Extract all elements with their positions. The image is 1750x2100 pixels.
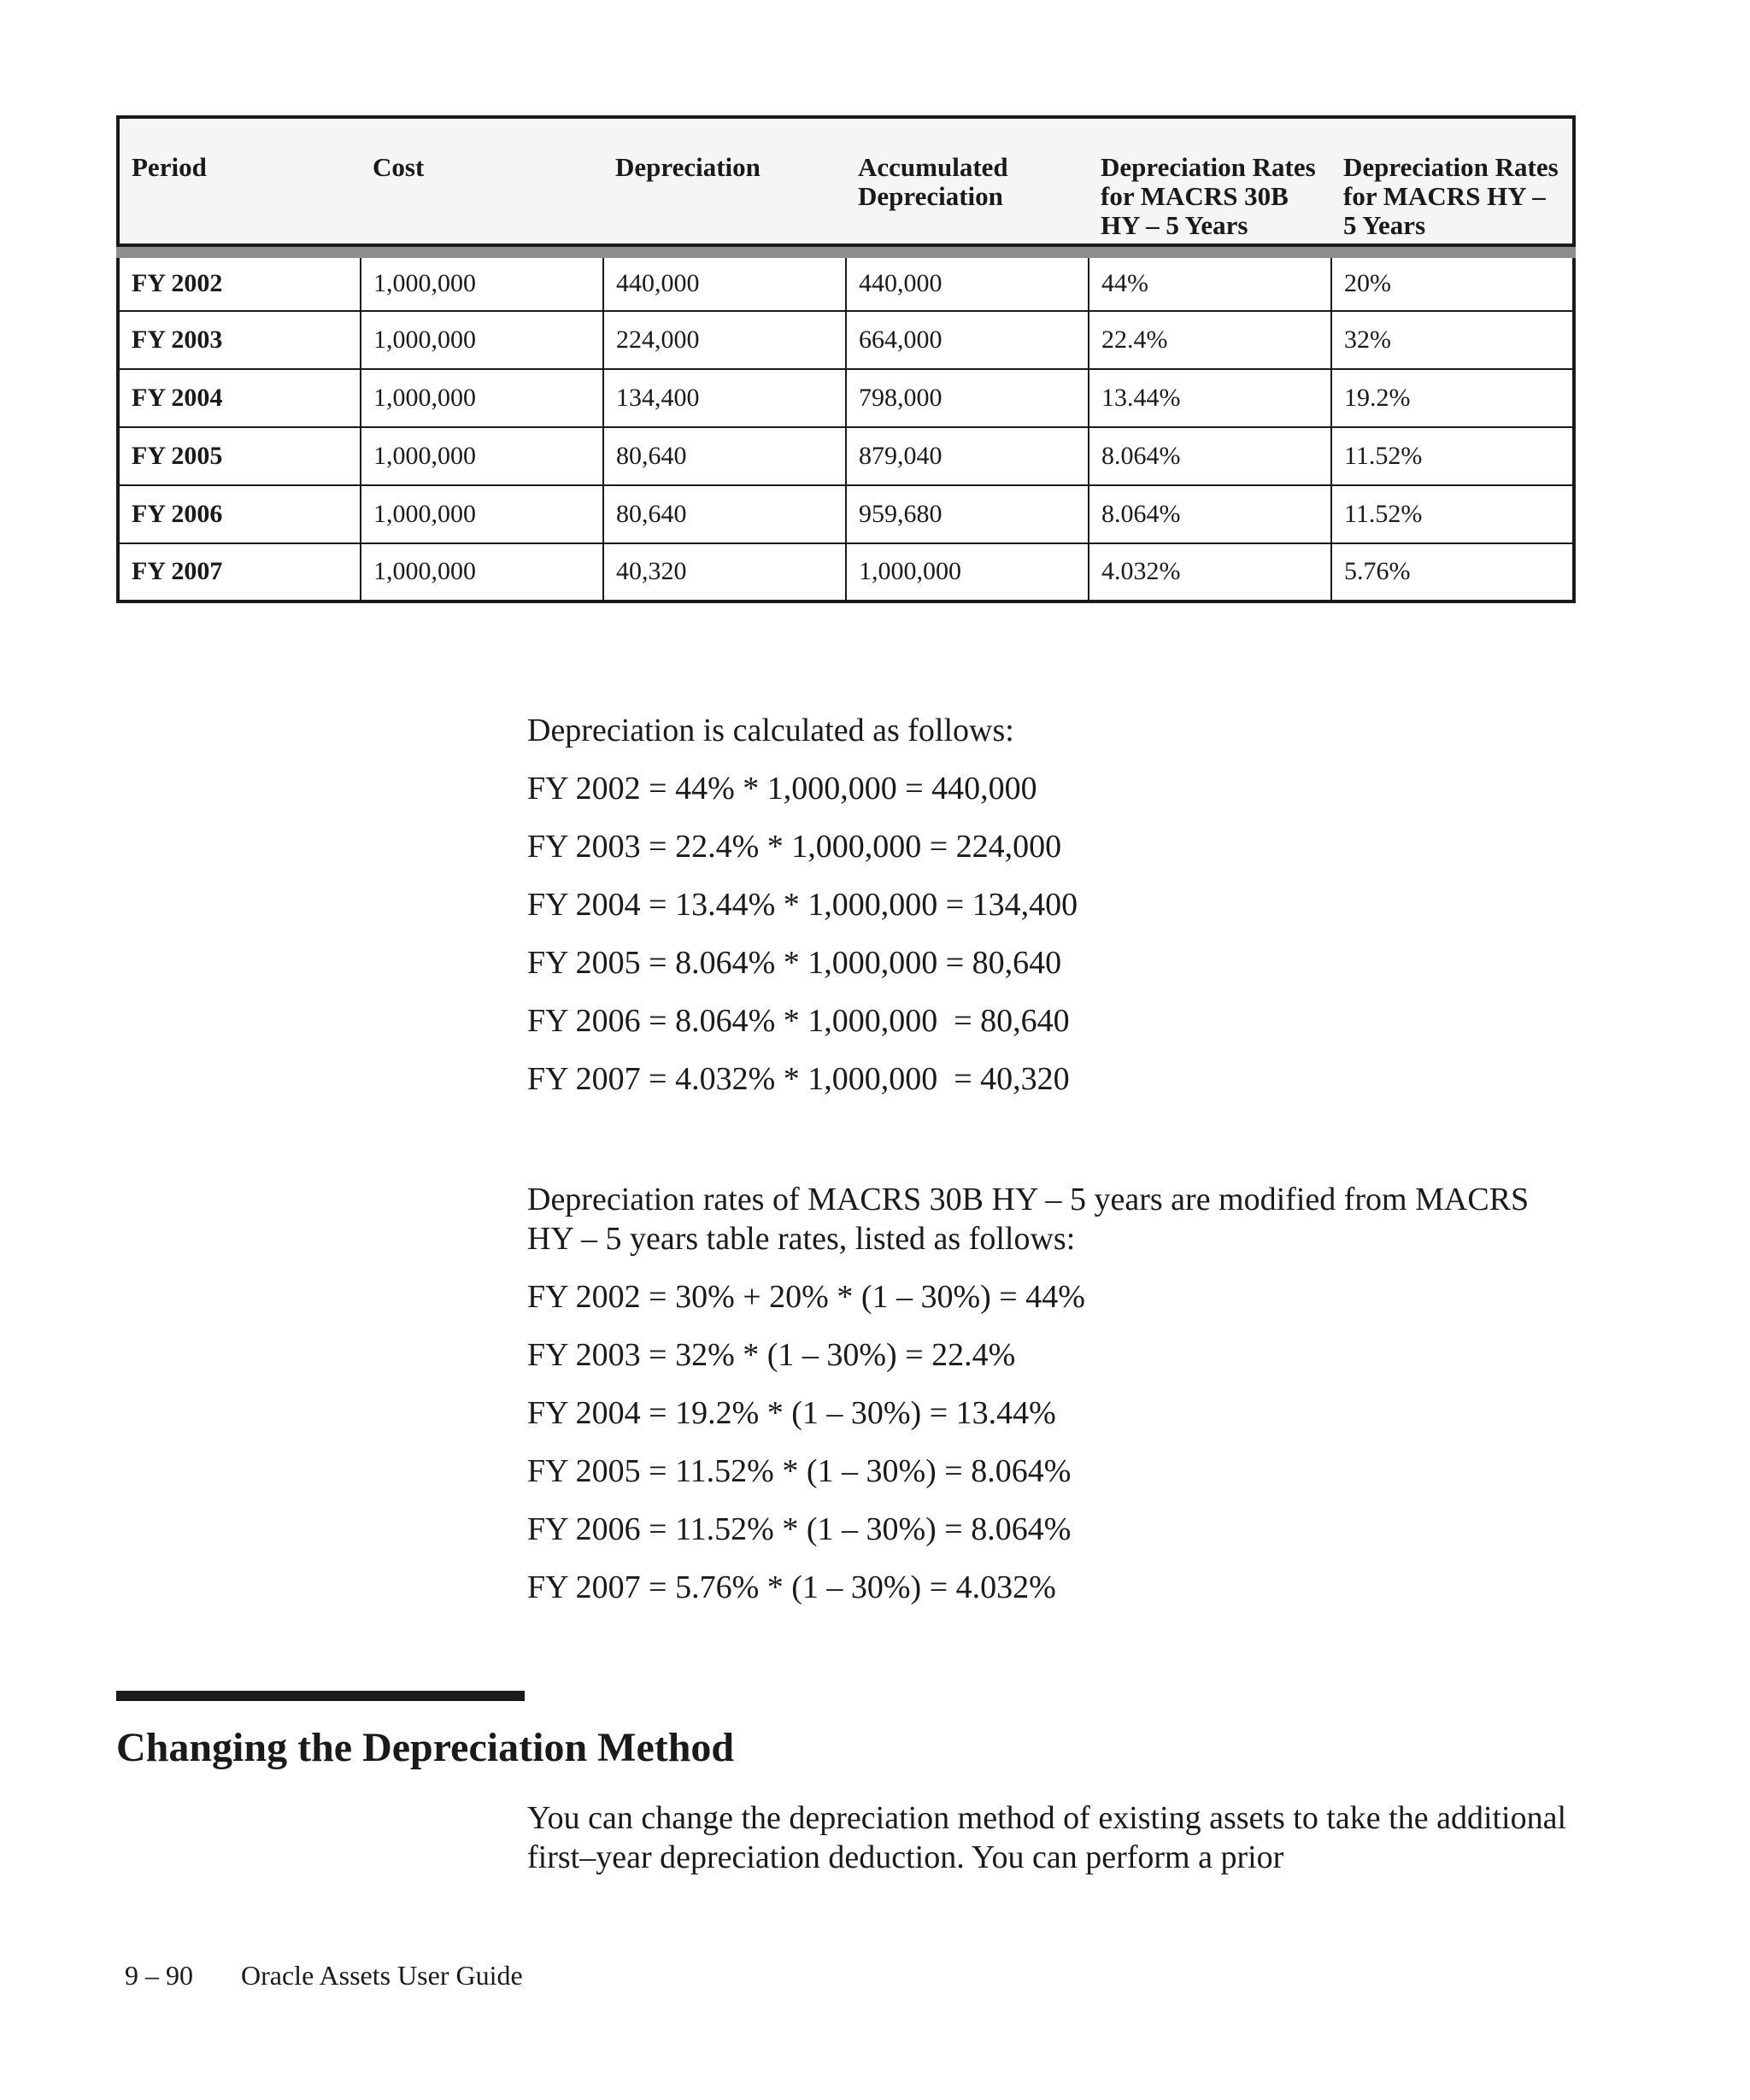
cell-rate-hy: 11.52% (1331, 427, 1574, 485)
table-header-row (118, 117, 1574, 245)
cell-accumulated: 440,000 (846, 253, 1089, 311)
cell-depreciation: 80,640 (603, 485, 846, 543)
rate-line: FY 2002 = 30% + 20% * (1 – 30%) = 44% (527, 1279, 1085, 1315)
cell-cost: 1,000,000 (361, 543, 603, 601)
calculation-line: FY 2006 = 8.064% * 1,000,000 = 80,640 (527, 1003, 1070, 1039)
cell-cost: 1,000,000 (361, 253, 603, 311)
header-cost: Cost (361, 117, 603, 245)
cell-rate-hy: 19.2% (1331, 369, 1574, 427)
cell-period: FY 2007 (118, 543, 361, 601)
cell-accumulated: 798,000 (846, 369, 1089, 427)
cell-period: FY 2003 (118, 311, 361, 369)
rate-line: FY 2003 = 32% * (1 – 30%) = 22.4% (527, 1337, 1016, 1373)
table-row (118, 369, 1574, 427)
cell-period: FY 2004 (118, 369, 361, 427)
cell-accumulated: 879,040 (846, 427, 1089, 485)
book-title: Oracle Assets User Guide (241, 1960, 523, 1991)
cell-rate-30b: 44% (1089, 253, 1331, 311)
header-rates-macrs-30b: Depreciation Rates for MACRS 30B HY – 5 Years (1089, 117, 1331, 245)
cell-depreciation: 224,000 (603, 311, 846, 369)
cell-depreciation: 40,320 (603, 543, 846, 601)
cell-cost: 1,000,000 (361, 369, 603, 427)
cell-accumulated: 959,680 (846, 485, 1089, 543)
header-rates-macrs-hy: Depreciation Rates for MACRS HY – 5 Years (1331, 117, 1574, 245)
rate-line: FY 2006 = 11.52% * (1 – 30%) = 8.064% (527, 1511, 1072, 1547)
table-row (118, 427, 1574, 485)
cell-rate-30b: 22.4% (1089, 311, 1331, 369)
cell-rate-30b: 8.064% (1089, 427, 1331, 485)
rate-modification (527, 1180, 1578, 1626)
cell-rate-hy: 32% (1331, 311, 1574, 369)
cell-depreciation: 80,640 (603, 427, 846, 485)
cell-rate-30b: 13.44% (1089, 369, 1331, 427)
rate-line: FY 2007 = 5.76% * (1 – 30%) = 4.032% (527, 1569, 1056, 1605)
cell-cost: 1,000,000 (361, 485, 603, 543)
table-row (118, 485, 1574, 543)
table-row (118, 311, 1574, 369)
calculation-line: FY 2002 = 44% * 1,000,000 = 440,000 (527, 771, 1037, 807)
cell-rate-hy: 20% (1331, 253, 1574, 311)
page-footer (125, 1958, 523, 1992)
header-accumulated-depreciation: Accumulated Depreciation (846, 117, 1089, 245)
cell-rate-30b: 8.064% (1089, 485, 1331, 543)
calculation-line: FY 2003 = 22.4% * 1,000,000 = 224,000 (527, 829, 1062, 865)
calculation-line: FY 2007 = 4.032% * 1,000,000 = 40,320 (527, 1061, 1070, 1097)
cell-cost: 1,000,000 (361, 311, 603, 369)
rate-line: FY 2004 = 19.2% * (1 – 30%) = 13.44% (527, 1395, 1056, 1431)
cell-rate-30b: 4.032% (1089, 543, 1331, 601)
cell-rate-hy: 5.76% (1331, 543, 1574, 601)
section-paragraph-text: You can change the depreciation method of existing assets to take the additional first–year depreciation deduction. You can perform a prior (527, 1800, 1567, 1875)
cell-period: FY 2002 (118, 253, 361, 311)
cell-period: FY 2006 (118, 485, 361, 543)
cell-accumulated: 664,000 (846, 311, 1089, 369)
cell-depreciation: 134,400 (603, 369, 846, 427)
cell-rate-hy: 11.52% (1331, 485, 1574, 543)
header-period: Period (118, 117, 361, 245)
rates-intro: Depreciation rates of MACRS 30B HY – 5 years are modified from MACRS HY – 5 years table rates, listed as follows: (527, 1182, 1530, 1257)
calculation-intro: Depreciation is calculated as follows: (527, 713, 1014, 748)
section-paragraph (527, 1798, 1578, 1877)
calculation-line: FY 2004 = 13.44% * 1,000,000 = 134,400 (527, 887, 1078, 923)
table-row (118, 543, 1574, 601)
cell-accumulated: 1,000,000 (846, 543, 1089, 601)
cell-depreciation: 440,000 (603, 253, 846, 311)
header-separator (118, 245, 1574, 253)
rate-line: FY 2005 = 11.52% * (1 – 30%) = 8.064% (527, 1453, 1072, 1489)
header-depreciation: Depreciation (603, 117, 846, 245)
depreciation-table (116, 115, 1576, 603)
page-number: 9 – 90 (125, 1960, 193, 1991)
calculation-line: FY 2005 = 8.064% * 1,000,000 = 80,640 (527, 945, 1062, 981)
depreciation-table-container (116, 115, 1572, 603)
section-title: Changing the Depreciation Method (116, 1725, 735, 1770)
table-row (118, 253, 1574, 311)
cell-cost: 1,000,000 (361, 427, 603, 485)
cell-period: FY 2005 (118, 427, 361, 485)
depreciation-calculation (527, 711, 1578, 1117)
section-heading-rule (116, 1691, 525, 1701)
